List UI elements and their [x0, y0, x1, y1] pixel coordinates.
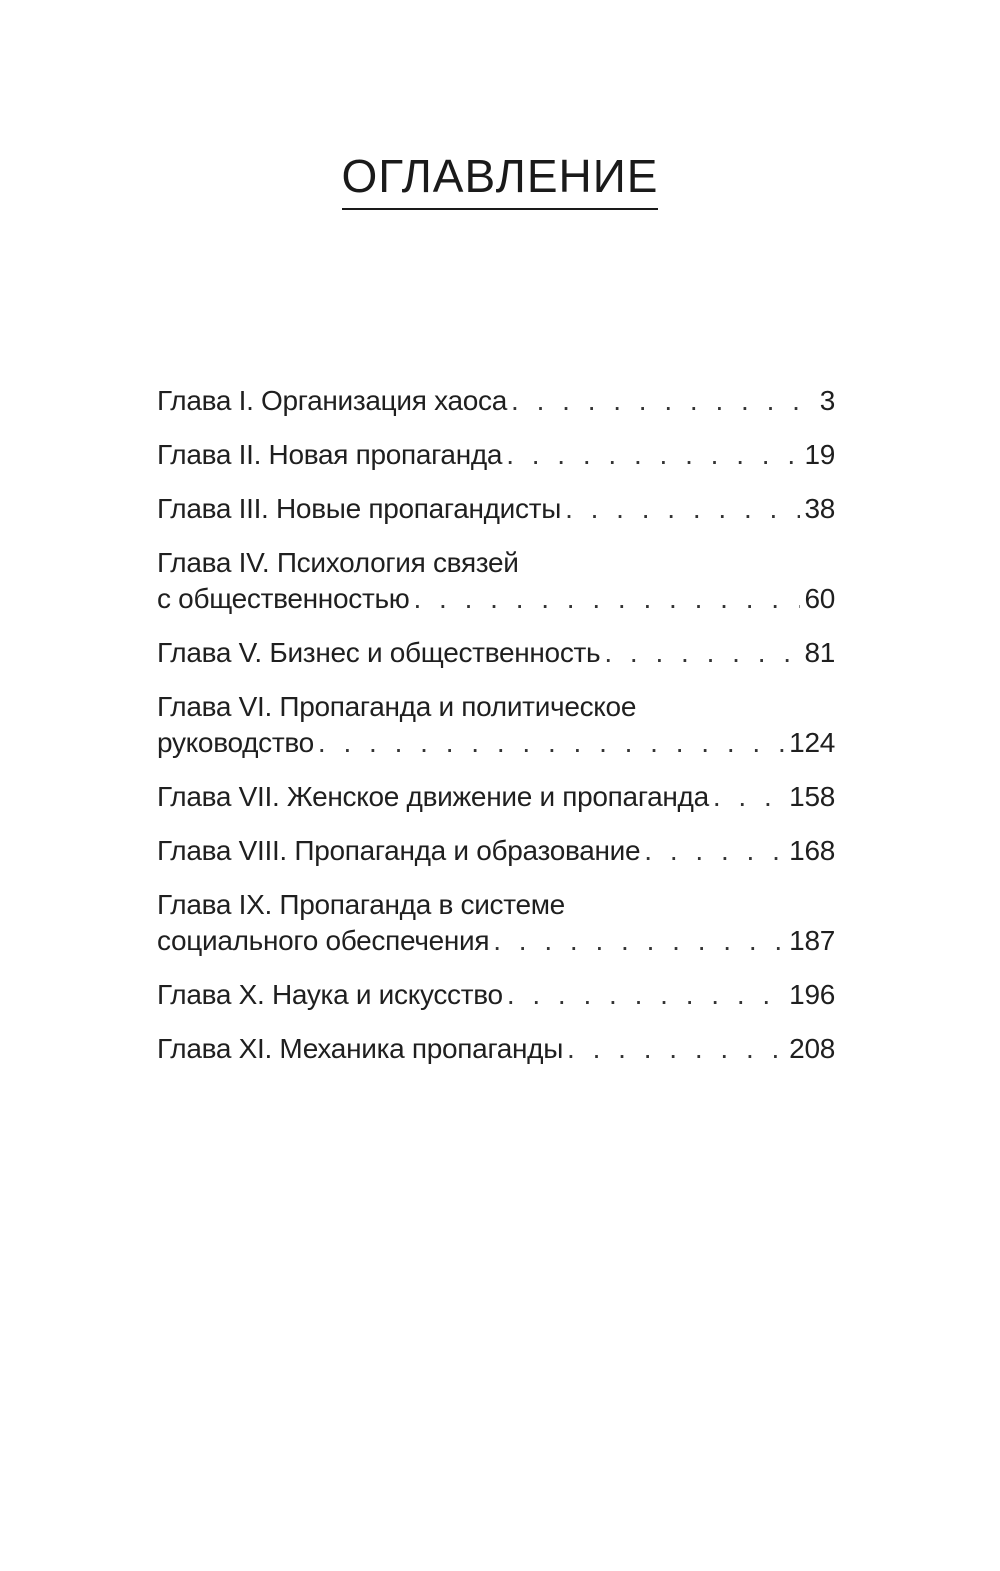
chapter-title: Глава VI. Пропаганда и политическое	[157, 691, 637, 722]
dot-leader	[318, 725, 785, 761]
page-number: 19	[804, 439, 835, 470]
chapter-title: Глава VIII. Пропаганда и образование	[157, 835, 641, 866]
chapter-title: Глава I. Организация хаоса	[157, 385, 508, 416]
toc-entry	[157, 977, 835, 1013]
chapter-title: Глава VII. Женское движение и пропаганда	[157, 781, 709, 812]
page-title: ОГЛАВЛЕНИЕ	[342, 150, 659, 210]
toc-entry-last-line	[157, 779, 835, 815]
toc-entry	[157, 833, 835, 869]
chapter-title: Глава XI. Механика пропаганды	[157, 1033, 564, 1064]
toc-entry	[157, 1031, 835, 1067]
page-number: 124	[789, 727, 835, 758]
toc-entry-last-line	[157, 977, 835, 1013]
dot-leader	[506, 437, 800, 473]
page-number: 38	[804, 493, 835, 524]
toc-entry	[157, 437, 835, 473]
toc-entry	[157, 779, 835, 815]
page-number: 3	[819, 385, 835, 416]
chapter-title: Глава III. Новые пропагандисты	[157, 493, 562, 524]
chapter-title: Глава IV. Психология связей	[157, 547, 519, 578]
toc-entry	[157, 635, 835, 671]
toc-entry-last-line	[157, 923, 835, 959]
chapter-title: социального обеспечения	[157, 925, 490, 956]
page-number: 187	[789, 925, 835, 956]
toc-entry	[157, 689, 835, 761]
dot-leader	[413, 581, 800, 617]
title-wrap	[0, 150, 1000, 210]
toc-entry-last-line	[157, 437, 835, 473]
toc-entry-line	[157, 689, 835, 725]
page-number: 208	[789, 1033, 835, 1064]
chapter-title: Глава X. Наука и искусство	[157, 979, 503, 1010]
toc-entry-last-line	[157, 833, 835, 869]
page-number: 196	[789, 979, 835, 1010]
toc-entry-last-line	[157, 383, 835, 419]
toc-entry	[157, 545, 835, 617]
toc-entry-line	[157, 545, 835, 581]
chapter-title: руководство	[157, 727, 314, 758]
toc-entry	[157, 383, 835, 419]
page-number: 60	[804, 583, 835, 614]
toc-entry-last-line	[157, 491, 835, 527]
toc-entry-line	[157, 887, 835, 923]
dot-leader	[713, 779, 785, 815]
dot-leader	[604, 635, 800, 671]
toc-entry-last-line	[157, 581, 835, 617]
page-number: 158	[789, 781, 835, 812]
chapter-title: Глава II. Новая пропаганда	[157, 439, 503, 470]
chapter-title: с общественностью	[157, 583, 410, 614]
dot-leader	[567, 1031, 785, 1067]
chapter-title: Глава V. Бизнес и общественность	[157, 637, 601, 668]
toc-entry-last-line	[157, 725, 835, 761]
page-number: 81	[804, 637, 835, 668]
page-number: 168	[789, 835, 835, 866]
dot-leader	[493, 923, 785, 959]
toc-entry	[157, 887, 835, 959]
toc-entry	[157, 491, 835, 527]
dot-leader	[644, 833, 785, 869]
toc-entry-last-line	[157, 1031, 835, 1067]
chapter-title: Глава IX. Пропаганда в системе	[157, 889, 565, 920]
dot-leader	[507, 977, 785, 1013]
dot-leader	[511, 383, 816, 419]
toc-entry-last-line	[157, 635, 835, 671]
dot-leader	[565, 491, 800, 527]
table-of-contents	[157, 383, 835, 1085]
